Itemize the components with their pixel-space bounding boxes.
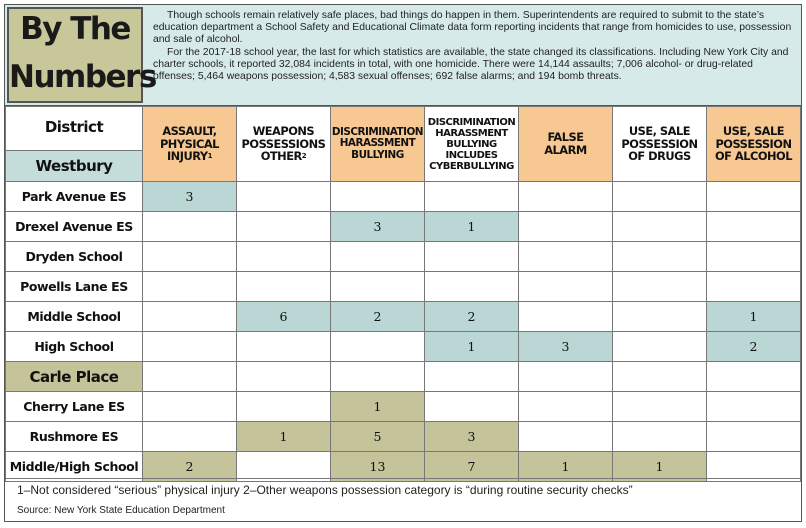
infographic-frame: [4, 4, 802, 522]
school-name: Drexel Avenue ES: [6, 212, 143, 242]
value-cell: [425, 392, 519, 422]
value-cell: [519, 242, 613, 272]
value-cell: [519, 302, 613, 332]
section-row: [6, 362, 801, 392]
value-cell: [330, 332, 424, 362]
value-cell: [612, 422, 706, 452]
value-cell: [519, 272, 613, 302]
value-cell: [236, 212, 330, 242]
empty-cell: [330, 362, 424, 392]
column-header-2: [330, 107, 424, 182]
column-header-line: WEAPONS: [252, 123, 315, 138]
empty-cell: [236, 362, 330, 392]
table-header-row: [6, 107, 801, 182]
value-cell: [330, 182, 424, 212]
section-label-westbury: Westbury: [6, 151, 142, 181]
title-line-2: Numbers: [9, 59, 156, 95]
column-header-line: INCLUDES: [445, 149, 498, 161]
column-header-5: [612, 107, 706, 182]
column-header-line: OF DRUGS: [628, 149, 691, 164]
value-cell: [236, 182, 330, 212]
value-cell: [706, 452, 800, 482]
value-cell: [519, 212, 613, 242]
column-header-line: POSSESSION: [715, 136, 792, 151]
column-header-line: POSSESSION: [621, 136, 698, 151]
value-cell: [425, 272, 519, 302]
value-cell: 1: [236, 422, 330, 452]
district-column-label: District: [6, 107, 142, 151]
table-row: [6, 422, 801, 452]
footer-divider: [5, 478, 801, 479]
value-cell: [142, 272, 236, 302]
value-cell: 2: [142, 452, 236, 482]
footnote-marker: 1: [207, 152, 212, 161]
column-header-line: HARASSMENT: [339, 137, 416, 150]
column-header-line: POSSESSIONS: [241, 136, 326, 151]
column-header-line: OF ALCOHOL: [714, 149, 792, 164]
value-cell: [706, 272, 800, 302]
value-cell: [706, 392, 800, 422]
value-cell: [612, 242, 706, 272]
section-label: Carle Place: [6, 362, 143, 392]
column-header-line: PHYSICAL: [159, 136, 219, 151]
intro-paragraph-1: Though schools remain relatively safe places, bad things do happen in them. Superintendents are required to submit to the state’s education department a School Safety and Educational Climate data form reporting incidents that range from homicides to use, possession and sale of alcohol.: [153, 10, 792, 46]
value-cell: [142, 332, 236, 362]
empty-cell: [142, 362, 236, 392]
value-cell: [142, 392, 236, 422]
incidents-table: [5, 106, 801, 482]
table-row: [6, 182, 801, 212]
value-cell: 3: [330, 212, 424, 242]
school-name: High School: [6, 332, 143, 362]
value-cell: 3: [142, 182, 236, 212]
header-panel: [5, 5, 801, 106]
column-header-line: INJURY: [166, 149, 208, 164]
column-header-line: ALARM: [544, 143, 587, 157]
value-cell: [706, 182, 800, 212]
table-row: [6, 272, 801, 302]
value-cell: 7: [425, 452, 519, 482]
value-cell: 3: [425, 422, 519, 452]
value-cell: [706, 422, 800, 452]
value-cell: [142, 422, 236, 452]
district-header-cell: [6, 107, 143, 182]
value-cell: [425, 242, 519, 272]
value-cell: [612, 332, 706, 362]
column-header-line: USE, SALE: [722, 123, 785, 138]
column-header-line: OTHER: [260, 149, 302, 164]
value-cell: 1: [330, 392, 424, 422]
column-header-4: [519, 107, 613, 182]
column-header-0: [142, 107, 236, 182]
value-cell: [612, 212, 706, 242]
column-header-line: FALSE: [547, 130, 584, 145]
column-header-6: [706, 107, 800, 182]
value-cell: [612, 392, 706, 422]
value-cell: 13: [330, 452, 424, 482]
column-header-line: BULLYING: [351, 148, 404, 161]
school-name: Middle School: [6, 302, 143, 332]
value-cell: [706, 242, 800, 272]
value-cell: [330, 242, 424, 272]
value-cell: [612, 302, 706, 332]
column-header-line: USE, SALE: [628, 123, 690, 138]
value-cell: [425, 182, 519, 212]
school-name: Dryden School: [6, 242, 143, 272]
value-cell: 1: [425, 212, 519, 242]
source-note: Source: New York State Education Department: [17, 505, 225, 516]
column-header-1: [236, 107, 330, 182]
footnote-marker: 2: [301, 152, 307, 161]
value-cell: 2: [425, 302, 519, 332]
value-cell: [236, 392, 330, 422]
table-row: [6, 452, 801, 482]
title-line-1: By The: [20, 11, 130, 47]
value-cell: 1: [425, 332, 519, 362]
column-header-line: DISCRIMINATION: [331, 125, 424, 138]
value-cell: 2: [706, 332, 800, 362]
value-cell: 1: [612, 452, 706, 482]
value-cell: [612, 182, 706, 212]
school-name: Cherry Lane ES: [6, 392, 143, 422]
intro-text: [153, 10, 797, 83]
school-name: Park Avenue ES: [6, 182, 143, 212]
empty-cell: [425, 362, 519, 392]
value-cell: [236, 242, 330, 272]
value-cell: [142, 242, 236, 272]
value-cell: [706, 212, 800, 242]
value-cell: [236, 452, 330, 482]
value-cell: [330, 272, 424, 302]
value-cell: 1: [519, 452, 613, 482]
intro-paragraph-2: For the 2017-18 school year, the last for which statistics are available, the state changed its classifications. Including New York City and charter schools, it reported 32,084 incidents in total, with one homicide. There were 14,144 assaults; 7,006 alcohol- or drug-related offenses; 5,464 weapons possession; 4,583 sexual offenses; 692 false alarms; and 194 bomb threats.: [153, 46, 789, 83]
value-cell: [142, 302, 236, 332]
value-cell: 6: [236, 302, 330, 332]
table-row: [6, 302, 801, 332]
value-cell: [236, 332, 330, 362]
value-cell: [142, 212, 236, 242]
column-header-line: DISCRIMINATION: [427, 116, 516, 128]
value-cell: [612, 272, 706, 302]
column-header-line: ASSAULT,: [162, 123, 217, 138]
value-cell: 5: [330, 422, 424, 452]
table-body: [6, 182, 801, 482]
empty-cell: [519, 362, 613, 392]
table-row: [6, 242, 801, 272]
empty-cell: [612, 362, 706, 392]
value-cell: 1: [706, 302, 800, 332]
empty-cell: [706, 362, 800, 392]
column-header-line: BULLYING: [446, 138, 497, 150]
footnote: 1–Not considered “serious” physical injury 2–Other weapons possession category is “during routine security checks”: [17, 483, 633, 497]
school-name: Powells Lane ES: [6, 272, 143, 302]
column-header-line: HARASSMENT: [435, 127, 508, 139]
table-row: [6, 332, 801, 362]
value-cell: 3: [519, 332, 613, 362]
table-row: [6, 212, 801, 242]
school-name: Rushmore ES: [6, 422, 143, 452]
value-cell: [519, 182, 613, 212]
value-cell: [519, 422, 613, 452]
value-cell: [519, 392, 613, 422]
table-row: [6, 392, 801, 422]
school-name: Middle/High School: [6, 452, 143, 482]
title-box: [7, 7, 156, 103]
column-header-3: [425, 107, 519, 182]
column-header-line: CYBERBULLYING: [429, 160, 514, 172]
value-cell: [236, 272, 330, 302]
value-cell: 2: [330, 302, 424, 332]
